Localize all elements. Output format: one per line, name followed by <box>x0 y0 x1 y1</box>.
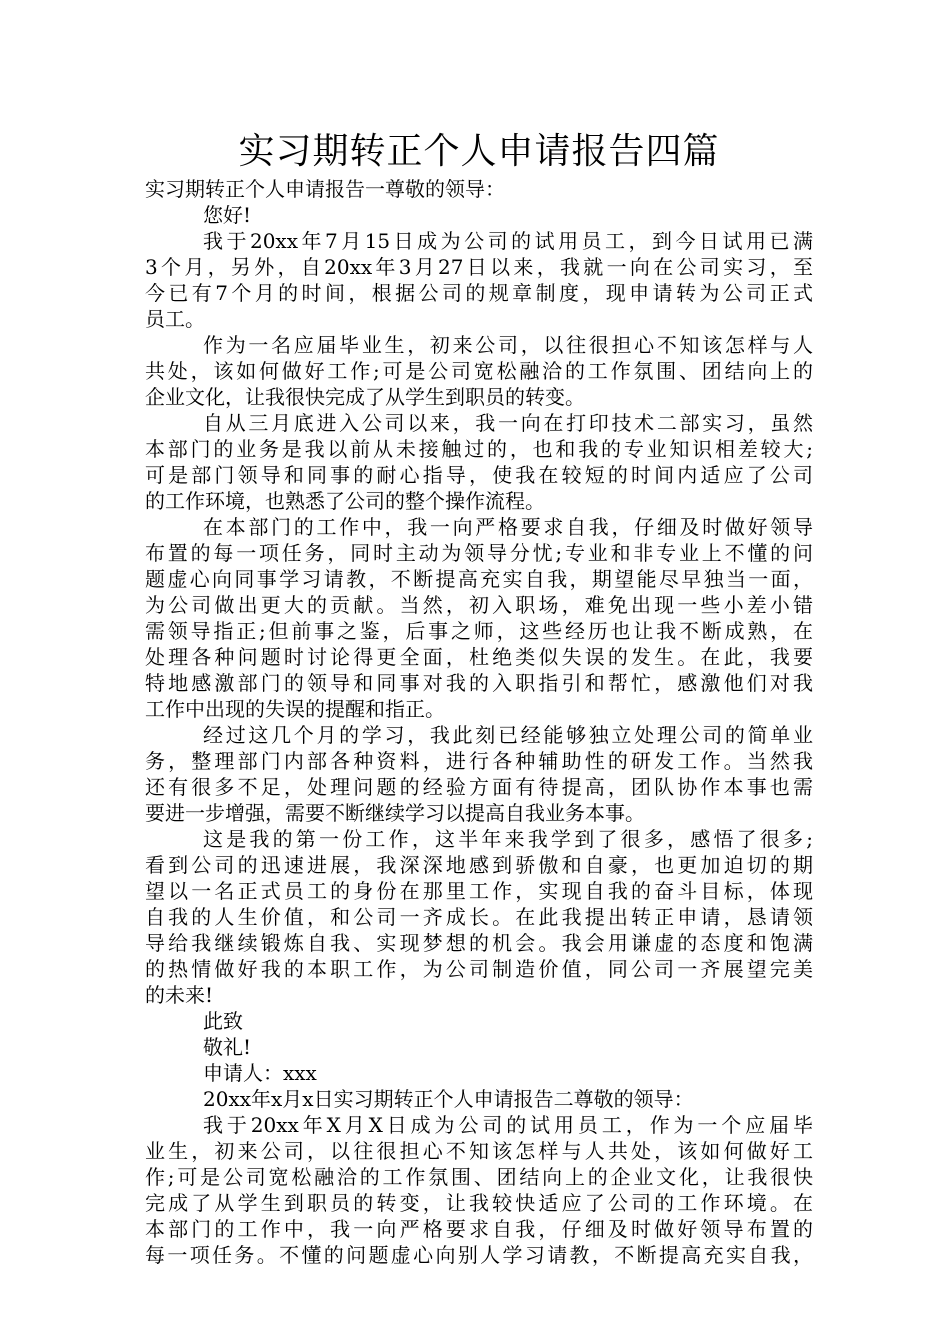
text-line: 可是部门领导和同事的耐心指导，使我在较短的时间内适应了公司 <box>145 463 813 487</box>
text-line: 每一项任务。不懂的问题虚心向别人学习请教，不断提高充实自我， <box>145 1243 813 1267</box>
text-line: 经过这几个月的学习，我此刻已经能够独立处理公司的简单业 <box>203 723 813 747</box>
text-line: 本部门的业务是我以前从未接触过的，也和我的专业知识相差较大; <box>145 437 813 461</box>
text-line: 题虚心向同事学习请教，不断提高充实自我，期望能尽早独当一面， <box>145 567 813 591</box>
text-line: 看到公司的迅速进展，我深深地感到骄傲和自豪，也更加迫切的期 <box>145 853 813 877</box>
text-line: 我于20xx年7月15日成为公司的试用员工，到今日试用已满 <box>203 229 813 253</box>
text-line: 自从三月底进入公司以来，我一向在打印技术二部实习，虽然 <box>203 411 813 435</box>
text-line: 业生，初来公司，以往很担心不知该怎样与人共处，该如何做好工 <box>145 1139 813 1163</box>
text-line: 布置的每一项任务，同时主动为领导分忧;专业和非专业上不懂的问 <box>145 541 813 565</box>
document-body <box>145 176 813 1268</box>
text-line: 处理各种问题时讨论得更全面，杜绝类似失误的发生。在此，我要 <box>145 645 813 669</box>
text-line: 您好! <box>203 203 252 227</box>
text-line: 作为一名应届毕业生，初来公司，以往很担心不知该怎样与人 <box>203 333 813 357</box>
text-line: 的工作环境，也熟悉了公司的整个操作流程。 <box>145 489 545 513</box>
text-line: 这是我的第一份工作，这半年来我学到了很多，感悟了很多; <box>203 827 813 851</box>
text-line: 今已有7个月的时间，根据公司的规章制度，现申请转为公司正式 <box>145 281 813 305</box>
text-line: 的未来! <box>145 983 214 1007</box>
text-line: 特地感激部门的领导和同事对我的入职指引和帮忙，感激他们对我 <box>145 671 813 695</box>
text-line: 务，整理部门内部各种资料，进行各种辅助性的研发工作。当然我 <box>145 749 813 773</box>
text-line: 申请人：xxx <box>203 1061 317 1085</box>
text-line: 需领导指正;但前事之鉴，后事之师，这些经历也让我不断成熟，在 <box>145 619 813 643</box>
text-line: 企业文化，让我很快完成了从学生到职员的转变。 <box>145 385 585 409</box>
text-line: 此致 <box>203 1009 243 1033</box>
text-line: 工作中出现的失误的提醒和指正。 <box>145 697 445 721</box>
text-line: 还有很多不足，处理问题的经验方面有待提高，团队协作本事也需 <box>145 775 813 799</box>
document-title: 实习期转正个人申请报告四篇 <box>238 131 720 172</box>
text-line: 作;可是公司宽松融洽的工作氛围、团结向上的企业文化，让我很快 <box>145 1165 813 1189</box>
text-line: 自我的人生价值，和公司一齐成长。在此我提出转正申请，恳请领 <box>145 905 813 929</box>
text-line: 望以一名正式员工的身份在那里工作，实现自我的奋斗目标，体现 <box>145 879 813 903</box>
text-line: 完成了从学生到职员的转变，让我较快适应了公司的工作环境。在 <box>145 1191 813 1215</box>
text-line: 共处，该如何做好工作;可是公司宽松融洽的工作氛围、团结向上的 <box>145 359 813 383</box>
text-line: 20xx年x月x日实习期转正个人申请报告二尊敬的领导： <box>203 1087 694 1111</box>
text-line: 要进一步增强，需要不断继续学习以提高自我业务本事。 <box>145 801 645 825</box>
text-line: 为公司做出更大的贡献。当然，初入职场，难免出现一些小差小错 <box>145 593 813 617</box>
text-line: 敬礼! <box>203 1035 252 1059</box>
text-line: 在本部门的工作中，我一向严格要求自我，仔细及时做好领导 <box>203 515 813 539</box>
text-line: 的热情做好我的本职工作，为公司制造价值，同公司一齐展望完美 <box>145 957 813 981</box>
document-page <box>145 128 813 1268</box>
text-line: 我于20xx年X月X日成为公司的试用员工，作为一个应届毕 <box>203 1113 813 1137</box>
text-line: 本部门的工作中，我一向严格要求自我，仔细及时做好领导布置的 <box>145 1217 813 1241</box>
text-line: 导给我继续锻炼自我、实现梦想的机会。我会用谦虚的态度和饱满 <box>145 931 813 955</box>
text-line: 员工。 <box>145 307 205 331</box>
text-line: 3个月，另外，自20xx年3月27日以来，我就一向在公司实习，至 <box>145 255 813 279</box>
text-line: 实习期转正个人申请报告一尊敬的领导： <box>145 177 505 201</box>
